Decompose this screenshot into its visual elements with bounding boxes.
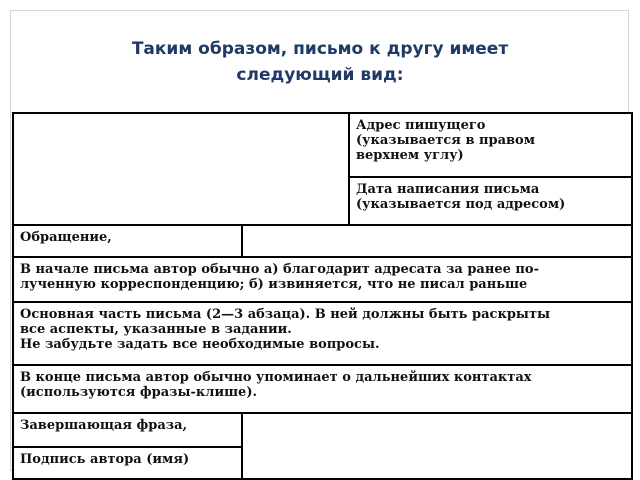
address-text: Адрес пишущего (указывается в правом верхнем углу) <box>356 118 536 163</box>
signature-text: Подпись автора (имя) <box>20 452 190 467</box>
date-cell <box>348 176 633 226</box>
closing-text: Завершающая фраза, <box>20 418 188 433</box>
date-text: Дата написания письма (указывается под адресом) <box>356 182 566 212</box>
title-line-2: следующий вид: <box>236 65 404 85</box>
main-body-cell <box>12 301 633 366</box>
greeting-empty-cell <box>241 224 633 258</box>
ending-cell <box>12 364 633 414</box>
closing-empty-cell <box>241 412 633 480</box>
slide-title <box>20 36 620 88</box>
title-line-1: Таким образом, письмо к другу имеет <box>131 39 509 59</box>
address-cell <box>348 112 633 178</box>
intro-text: В начале письма автор обычно а) благодарит адресата за ранее по- лученную корреспонденцию; б) извиняется, что не писал раньше <box>20 262 540 292</box>
main-body-text: Основная часть письма (2—3 абзаца). В ней должны быть раскрыты все аспекты, указанные в задании. Не забудьте задать все необходимые вопросы. <box>20 307 551 352</box>
ending-text: В конце письма автор обычно упоминает о дальнейших контактах (используются фразы-клише). <box>20 370 532 400</box>
greeting-cell <box>12 224 243 258</box>
greeting-text: Обращение, <box>20 230 112 245</box>
empty-top-left-cell <box>12 112 350 226</box>
signature-cell <box>12 446 243 480</box>
closing-cell <box>12 412 243 448</box>
intro-cell <box>12 256 633 303</box>
